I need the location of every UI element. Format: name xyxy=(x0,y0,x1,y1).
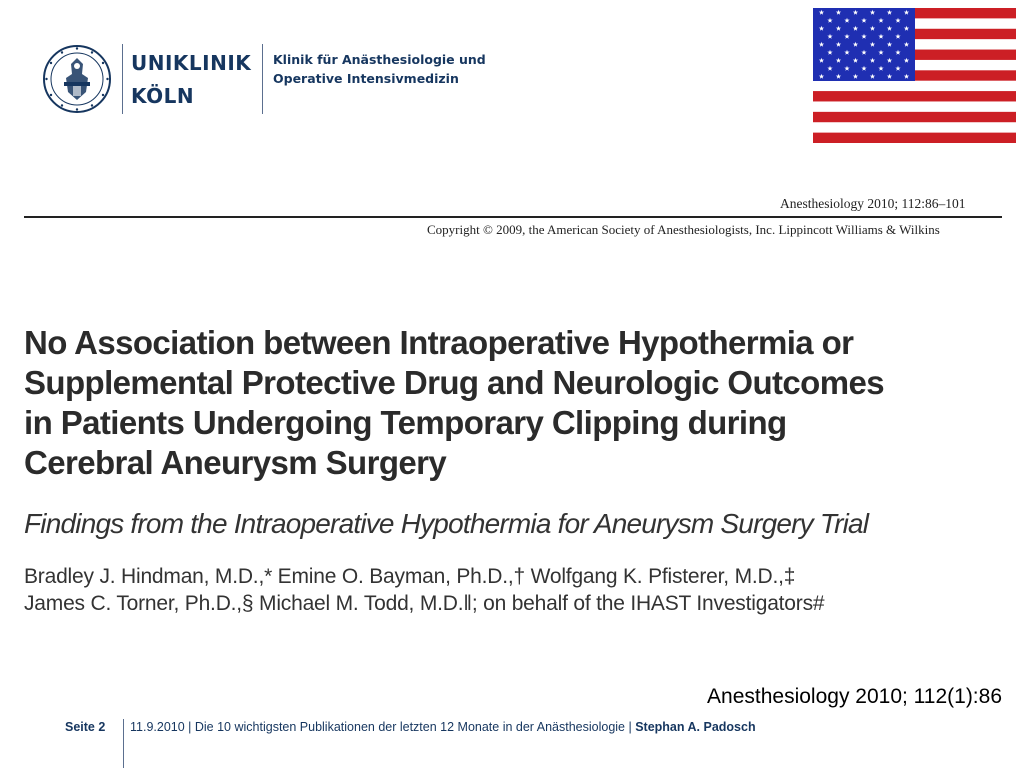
journal-reference: Anesthesiology 2010; 112:86–101 xyxy=(780,196,966,211)
author-list xyxy=(24,563,824,617)
flag-stripe xyxy=(813,91,1016,101)
university-name xyxy=(131,47,251,113)
university-seal-icon xyxy=(42,44,112,114)
us-flag-icon xyxy=(813,8,1016,143)
paper-title-line: Supplemental Protective Drug and Neurologic Outcomes xyxy=(24,364,884,401)
footer-date-title: 11.9.2010 | Die 10 wichtigsten Publikationen der letzten 12 Monate in der Anästhesiologie | xyxy=(130,720,636,734)
header-rule xyxy=(24,216,1002,218)
university-name-line1: UNIKLINIK xyxy=(131,51,252,75)
clinic-name-line2: Operative Intensivmedizin xyxy=(273,71,459,86)
footer-divider xyxy=(123,719,124,768)
citation: Anesthesiology 2010; 112(1):86 xyxy=(707,685,1002,708)
paper-title-line: Cerebral Aneurysm Surgery xyxy=(24,444,447,481)
paper-title xyxy=(24,323,1009,483)
flag-stripe xyxy=(813,112,1016,122)
logo-divider-2 xyxy=(262,44,263,114)
paper-title-line: in Patients Undergoing Temporary Clipping during xyxy=(24,404,787,441)
footer-text xyxy=(130,720,756,734)
paper-subtitle: Findings from the Intraoperative Hypothermia for Aneurysm Surgery Trial xyxy=(24,508,869,539)
flag-stripe xyxy=(813,133,1016,143)
footer-presenter: Stephan A. Padosch xyxy=(635,720,756,734)
clinic-name xyxy=(273,50,486,88)
university-name-line2: KÖLN xyxy=(131,84,195,108)
clinic-name-line1: Klinik für Anästhesiologie und xyxy=(273,52,486,67)
author-line: James C. Torner, Ph.D.,§ Michael M. Todd, M.D.‖; on behalf of the IHAST Investigators# xyxy=(24,592,825,615)
paper-title-line: No Association between Intraoperative Hypothermia or xyxy=(24,324,854,361)
logo-divider xyxy=(122,44,123,114)
page-number: Seite 2 xyxy=(65,720,106,734)
copyright-notice: Copyright © 2009, the American Society of Anesthesiologists, Inc. Lippincott Williams & Wilkins xyxy=(427,222,940,237)
author-line: Bradley J. Hindman, M.D.,* Emine O. Bayman, Ph.D.,† Wolfgang K. Pfisterer, M.D.,‡ xyxy=(24,565,796,588)
